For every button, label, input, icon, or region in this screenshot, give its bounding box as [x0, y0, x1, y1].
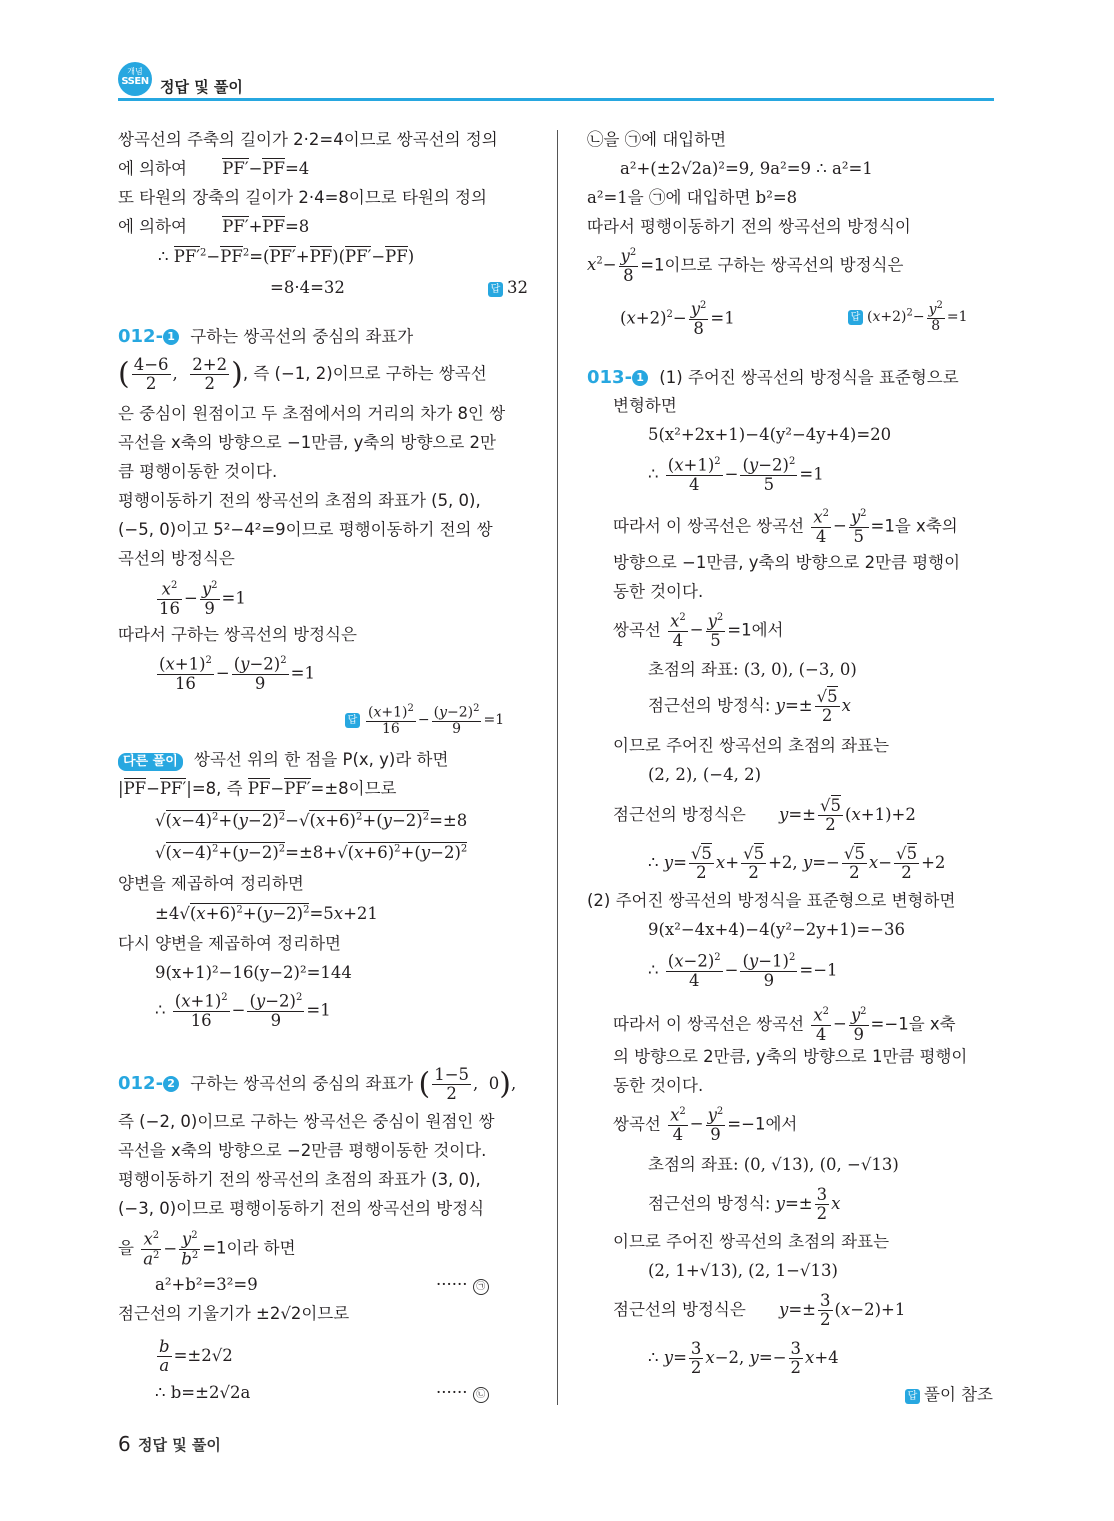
right-line-4: 따라서 평행이동하기 전의 쌍곡선의 방정식이 — [587, 217, 911, 236]
left-line-012-g: 곡선의 방정식은 — [118, 549, 235, 568]
alt-radical-eq-2: $√(x-4)^2+(y-2)^2=\pm 8+√(x+6)^2+(y-2)^2$ — [155, 843, 468, 862]
right-line-2: a²+(±2√2a)²=9, 9a²=9 ∴ a²=1 — [620, 159, 873, 178]
left-line-4-text: 에 의하여 — [118, 217, 188, 236]
left-line-0122-g: 점근선의 기울기가 ±2√2이므로 — [118, 1304, 350, 1323]
header-rule — [118, 98, 994, 101]
right-line-013-g-text-2: =1에서 — [727, 620, 784, 640]
left-line-012-b: 은 중심이 원점이고 두 초점에서의 거리의 차가 8인 쌍 — [118, 404, 506, 423]
center-coordinate-text: , 즉 (−1, 2)이므로 구하는 쌍곡선 — [242, 364, 487, 384]
right-line-013-j: 이므로 주어진 쌍곡선의 초점의 좌표는 — [613, 736, 890, 755]
footer-title: 정답 및 풀이 — [138, 1436, 221, 1454]
marker-2-icon: ㉡ — [473, 1387, 489, 1403]
right-line-5-text: =1이므로 구하는 쌍곡선의 방정식은 — [640, 255, 904, 275]
problem-number: 012- — [118, 326, 164, 347]
marker-1-icon: ㉠ — [473, 1279, 489, 1295]
left-line-012-d: 큼 평행이동한 것이다. — [118, 462, 278, 481]
answer-mark-icon: 답 — [488, 282, 503, 297]
right-line-013-s2: 이므로 주어진 쌍곡선의 초점의 좌표는 — [613, 1232, 890, 1251]
formula-result: =8·4=32 — [270, 278, 345, 297]
problem-intro: (1) 주어진 쌍곡선의 방정식을 표준형으로 — [659, 368, 959, 387]
alt-line-d: 다시 양변을 제곱하여 정리하면 — [118, 934, 341, 953]
right-line-013-d-text: 따라서 이 쌍곡선은 쌍곡선 — [613, 516, 805, 536]
right-line-013-n: 따라서 이 쌍곡선은 쌍곡선 $\frac{x^2}{4}$ − $\frac{y^2}{9}$ =−1을 x축 — [613, 1005, 956, 1044]
right-line-013-i-text: 점근선의 방정식: — [648, 696, 771, 716]
answer-1-value: 32 — [507, 278, 528, 297]
asymptote-result-1: ∴ y= $\frac{√5}{2}$ x+ $\frac{√5}{2}$ +2, y=− $\frac{√5}{2}$ x− $\frac{√5}{2}$ +2 — [648, 844, 946, 883]
right-line-013-b: 변형하면 — [613, 396, 677, 415]
left-line-012-f: (−5, 0)이고 5²−4²=9이므로 평행이동하기 전의 쌍 — [118, 520, 493, 539]
right-line-013-part2: (2) 주어진 쌍곡선의 방정식을 표준형으로 변형하면 — [587, 891, 956, 910]
logo-bottom-text: SSEN — [121, 76, 149, 87]
right-line-013-t: (2, 1+√13), (2, 1−√13) — [648, 1261, 838, 1280]
right-line-013-s: 점근선의 방정식: y=± $\frac{3}{2}$ x — [648, 1185, 841, 1224]
right-line-013-k: (2, 2), (−4, 2) — [648, 765, 762, 784]
alt-radical-eq-1: $√(x-4)^2+(y-2)^2-√(x+6)^2+(y-2)^2=\pm 8$ — [155, 811, 468, 830]
right-line-013-c: 5(x²+2x+1)−4(y²−4y+4)=20 — [648, 425, 892, 444]
alt-line-b: |PF−PF′|=8, 즉 PF−PF′=±8이므로 — [118, 779, 397, 798]
problem-number: 012- — [118, 1073, 164, 1095]
alt-solution-tag: 다른 풀이 — [118, 753, 183, 771]
answer-013-1-text: 풀이 참조 — [924, 1385, 994, 1404]
problem-number: 013- — [587, 367, 633, 388]
right-line-013-q: 쌍곡선 $\frac{x^2}{4}$ − $\frac{y^2}{9}$ =−1에서 — [613, 1105, 798, 1144]
column-divider — [557, 130, 558, 1405]
right-line-013-s-text: 점근선의 방정식: — [648, 1194, 771, 1214]
marker-1: ······ ㉠ — [436, 1275, 489, 1296]
left-line-012-c: 곡선을 x축의 방향으로 −1만큼, y축의 방향으로 2만 — [118, 433, 496, 452]
right-line-013-p: 동한 것이다. — [613, 1076, 704, 1095]
alt-radical-eq-3: $\pm 4√(x+6)^2+(y-2)^2=5x+21$ — [155, 904, 378, 923]
formula-pf-diff: PF′−PF=4 — [222, 159, 310, 178]
right-line-013-d: 따라서 이 쌍곡선은 쌍곡선 $\frac{x^2}{4}$ − $\frac{y^2}{5}$ =1을 x축의 — [613, 507, 958, 546]
answer-012-2: 답 $(x+2)^2-$ $\frac{y^2}{8}$ =1 — [848, 300, 968, 334]
answer-mark-icon: 답 — [848, 310, 863, 325]
answer-1 — [488, 278, 528, 299]
problem-sub-number: 1 — [163, 329, 179, 345]
right-line-013-q-text-2: =−1에서 — [727, 1114, 798, 1134]
right-line-013-d-text-2: =1을 x축의 — [870, 516, 958, 536]
right-line-013-r: 초점의 좌표: (0, √13), (0, −√13) — [648, 1155, 899, 1174]
right-line-013-u: 점근선의 방정식은 y=± $\frac{3}{2}$ (x−2)+1 — [613, 1291, 906, 1330]
ratio-equation: $\frac{b}{a}$ =±2√2 — [159, 1337, 233, 1376]
right-line-1: ㉡을 ㉠에 대입하면 — [587, 130, 727, 149]
left-line-012-h: 따라서 구하는 쌍곡선의 방정식은 — [118, 625, 357, 644]
problem-012-1-header — [118, 326, 413, 349]
center-coordinate-line: ( $\frac{4-6}{2}$ , $\frac{2+2}{2}$ ), 즉 (−1, 2)이므로 구하는 쌍곡선 — [118, 355, 487, 394]
problem-012-2-header: 012- 2 구하는 쌍곡선의 중심의 좌표가 ( $\frac{1-5}{2}$ , 0), — [118, 1065, 517, 1104]
alt-result: ∴ $\frac{(x+1)^2}{16}$ − $\frac{(y-2)^2}{9}$ =1 — [155, 991, 331, 1030]
standard-form-2: ∴ $\frac{(x-2)^2}{4}$ − $\frac{(y-1)^2}{9}$ =−1 — [648, 951, 838, 990]
left-line-1: 쌍곡선의 주축의 길이가 2·2=4이므로 쌍곡선의 정의 — [118, 130, 498, 149]
alt-line-b-text-2: =±8이므로 — [310, 779, 397, 798]
left-line-0122-c: 평행이동하기 전의 쌍곡선의 초점의 좌표가 (3, 0), — [118, 1170, 481, 1189]
equation-unshifted: $\frac{x^2}{16}$ − $\frac{y^2}{9}$ =1 — [159, 579, 246, 618]
problem-intro: 구하는 쌍곡선의 중심의 좌표가 — [190, 1074, 414, 1094]
answer-012-1: 답 $\frac{(x+1)^2}{16}$ − $\frac{(y-2)^2}{9}$ =1 — [345, 703, 504, 737]
alt-line-c: 양변을 제곱하여 정리하면 — [118, 874, 304, 893]
brand-logo — [118, 62, 152, 96]
right-line-3: a²=1을 ㉠에 대입하면 b²=8 — [587, 188, 798, 207]
right-line-5: $x^2-$ $\frac{y^2}{8}$ =1이므로 구하는 쌍곡선의 방정식은 — [587, 246, 904, 285]
answer-mark-icon: 답 — [905, 1389, 920, 1404]
equation-result-012-1: $\frac{(x+1)^2}{16}$ − $\frac{(y-2)^2}{9}$ =1 — [159, 654, 315, 693]
alt-solution-intro: 쌍곡선 위의 한 점을 P(x, y)라 하면 — [194, 750, 449, 769]
left-line-4 — [118, 217, 309, 238]
left-line-0122-e-text: =1이라 하면 — [202, 1238, 296, 1258]
right-line-013-h: 초점의 좌표: (3, 0), (−3, 0) — [648, 660, 857, 679]
right-line-013-n-text-2: =−1을 x축 — [870, 1014, 956, 1034]
right-line-013-i: 점근선의 방정식: y=± $\frac{√5}{2}$ x — [648, 687, 851, 726]
right-line-013-m: 9(x²−4x+4)−4(y²−2y+1)=−36 — [648, 920, 905, 939]
left-line-3: 또 타원의 장축의 길이가 2·4=8이므로 타원의 정의 — [118, 188, 487, 207]
alt-solution-header — [118, 750, 448, 771]
formula-pf-sum: PF′+PF=8 — [222, 217, 310, 236]
equation-marker-2: ∴ b=±2√2a — [155, 1383, 251, 1402]
left-line-2 — [118, 159, 309, 180]
page-number: 6 — [118, 1432, 131, 1456]
alt-line-e: 9(x+1)²−16(y−2)²=144 — [155, 963, 352, 982]
logo-top-text: 개념 — [127, 67, 143, 76]
right-line-013-g-text: 쌍곡선 — [613, 620, 661, 640]
problem-intro: 구하는 쌍곡선의 중심의 좌표가 — [190, 327, 414, 346]
page-title: 정답 및 풀이 — [160, 78, 243, 96]
problem-sub-number: 2 — [163, 1076, 179, 1092]
left-line-012-e: 평행이동하기 전의 쌍곡선의 초점의 좌표가 (5, 0), — [118, 491, 481, 510]
left-line-0122-d: (−3, 0)이므로 평행이동하기 전의 쌍곡선의 방정식 — [118, 1199, 485, 1218]
alt-line-b-text: =8, 즉 — [191, 779, 243, 798]
right-line-013-u-text: 점근선의 방정식은 — [613, 1300, 746, 1320]
formula-product: ∴ $PF'^2-PF^2=(PF'+PF)(PF'-PF)$ — [158, 247, 415, 266]
right-line-013-o: 의 방향으로 2만큼, y축의 방향으로 1만큼 평행이 — [613, 1047, 968, 1066]
standard-form-1: ∴ $\frac{(x+1)^2}{4}$ − $\frac{(y-2)^2}{5}$ =1 — [648, 455, 824, 494]
equation-marker-1: a²+b²=3²=9 — [155, 1275, 258, 1294]
answer-mark-icon: 답 — [345, 713, 360, 728]
right-line-013-l-text: 점근선의 방정식은 — [613, 805, 746, 825]
right-line-013-n-text: 따라서 이 쌍곡선은 쌍곡선 — [613, 1014, 805, 1034]
right-line-013-l: 점근선의 방정식은 y=± $\frac{√5}{2}$ (x+1)+2 — [613, 796, 916, 835]
right-line-013-f: 동한 것이다. — [613, 582, 704, 601]
left-line-2-text: 에 의하여 — [118, 159, 188, 178]
right-line-013-e: 방향으로 −1만큼, y축의 방향으로 2만큼 평행이 — [613, 553, 961, 572]
right-line-013-g: 쌍곡선 $\frac{x^2}{4}$ − $\frac{y^2}{5}$ =1에서 — [613, 611, 784, 650]
left-line-0122-a: 즉 (−2, 0)이므로 구하는 쌍곡선은 중심이 원점인 쌍 — [118, 1112, 495, 1131]
problem-013-1-header — [587, 367, 959, 390]
marker-2: ······ ㉡ — [436, 1383, 489, 1404]
problem-sub-number: 1 — [632, 370, 648, 386]
asymptote-result-2: ∴ y= $\frac{3}{2}$ x−2, y=− $\frac{3}{2}$ x+4 — [648, 1339, 839, 1378]
equation-result-012-2: $(x+2)^2-$ $\frac{y^2}{8}$ =1 — [620, 299, 735, 338]
answer-013-1 — [905, 1385, 993, 1406]
left-line-0122-e: 을 $\frac{x^2}{a^2}$ − $\frac{y^2}{b^2}$ =1이라 하면 — [118, 1229, 296, 1269]
left-line-0122-b: 곡선을 x축의 방향으로 −2만큼 평행이동한 것이다. — [118, 1141, 487, 1160]
right-line-013-q-text: 쌍곡선 — [613, 1114, 661, 1134]
